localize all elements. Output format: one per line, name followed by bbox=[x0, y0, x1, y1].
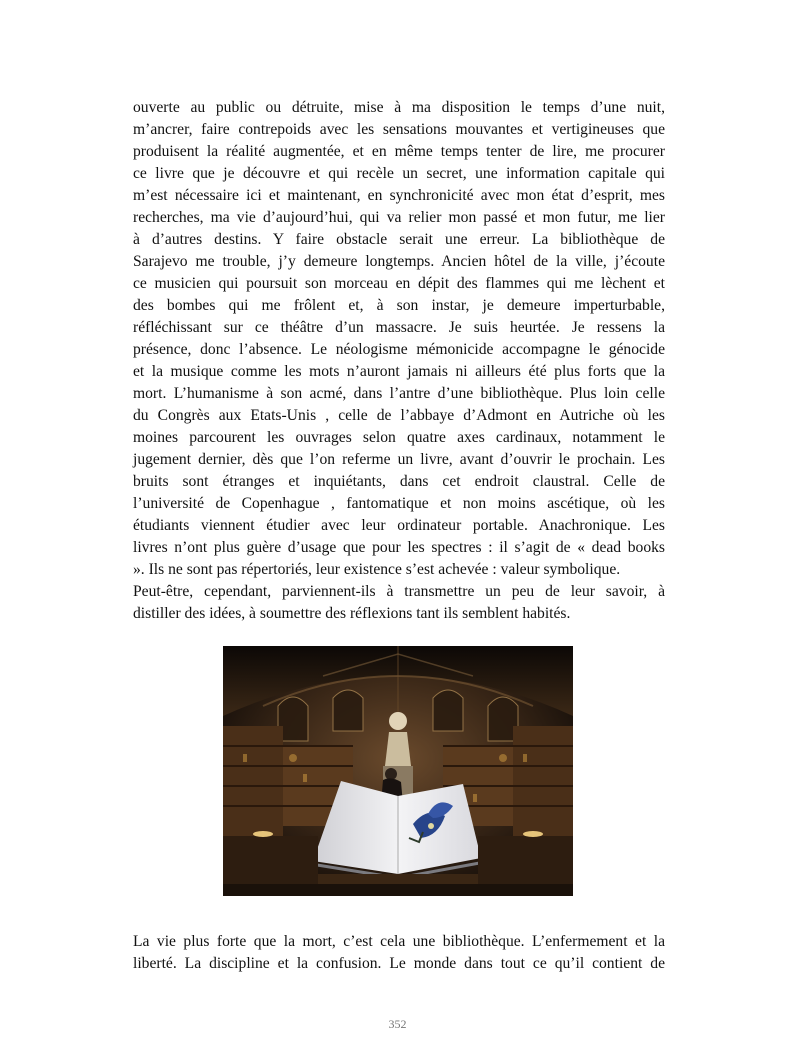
text-line: ce livre que je découvre et qui recèle un secret, une information capitale qui bbox=[133, 165, 665, 182]
text-line: produisent la réalité augmentée, et en même temps tenter de lire, me procurer bbox=[133, 143, 665, 160]
text-line: l’université de Copenhague , fantomatique et non moins ascétique, où les bbox=[133, 495, 665, 512]
text-line: réfléchissant sur ce théâtre d’un massacre. Je suis heurtée. Je ressens la bbox=[133, 319, 665, 336]
page-number: 352 bbox=[388, 1017, 407, 1031]
text-line: et la musique comme les mots n’auront jamais ni ailleurs été plus forts que la bbox=[133, 363, 665, 380]
text-line: étudiants viennent étudier avec leur ordinateur portable. Anachronique. Les bbox=[133, 517, 665, 534]
text-line: Peut-être, cependant, parviennent-ils à transmettre un peu de leur savoir, à bbox=[133, 583, 665, 600]
text-line: Sarajevo me trouble, j’y demeure longtemps. Ancien hôtel de la ville, j’écoute bbox=[133, 253, 665, 270]
text-line: des bombes qui me frôlent et, à son instar, je demeure imperturbable, bbox=[133, 297, 665, 314]
text-line: liberté. La discipline et la confusion. Le monde dans tout ce qu’il contient de bbox=[133, 955, 665, 972]
text-line: ». Ils ne sont pas répertoriés, leur existence s’est achevée : valeur symbolique. bbox=[133, 561, 621, 578]
text-line: à d’autres destins. Y faire obstacle serait une erreur. La bibliothèque de bbox=[133, 231, 665, 248]
text-line: livres n’ont plus guère d’usage que pour les spectres : il s’agit de « dead books bbox=[133, 539, 665, 556]
text-line: moines parcourent les ouvrages selon quatre axes cardinaux, notamment le bbox=[133, 429, 665, 446]
body-paragraph-2 bbox=[133, 931, 665, 975]
text-line: m’est nécessaire ici et maintenant, en synchronicité avec mon état d’esprit, mes bbox=[133, 187, 665, 204]
text-line: jugement dernier, dès que l’on referme un livre, avant d’ouvrir le prochain. Les bbox=[133, 451, 665, 468]
text-line: du Congrès aux Etats-Unis , celle de l’abbaye d’Admont en Autriche où les bbox=[133, 407, 665, 424]
text-line: recherches, ma vie d’aujourd’hui, qui va relier mon passé et mon futur, me lier bbox=[133, 209, 665, 226]
text-line: présence, donc l’absence. Le néologisme mémonicide accompagne le génocide bbox=[133, 341, 665, 358]
text-line: m’ancrer, faire contrepoids avec les sensations mouvantes et vertigineuses que bbox=[133, 121, 665, 138]
text-line: ce musicien qui poursuit son morceau en dépit des flammes qui me lèchent et bbox=[133, 275, 665, 292]
text-line: distiller des idées, à soumettre des réflexions tant ils semblent habités. bbox=[133, 605, 571, 622]
text-line: ouverte au public ou détruite, mise à ma disposition le temps d’une nuit, bbox=[133, 99, 665, 116]
library-photo bbox=[223, 646, 573, 896]
library-interior-image bbox=[223, 646, 573, 896]
body-paragraph-1 bbox=[133, 97, 665, 625]
text-line: La vie plus forte que la mort, c’est cela une bibliothèque. L’enfermement et la bbox=[133, 933, 665, 950]
text-line: bruits sont étranges et inquiétants, dans cet endroit claustral. Celle de bbox=[133, 473, 665, 490]
text-line: mort. L’humanisme à son acmé, dans l’antre d’une bibliothèque. Plus loin celle bbox=[133, 385, 665, 402]
